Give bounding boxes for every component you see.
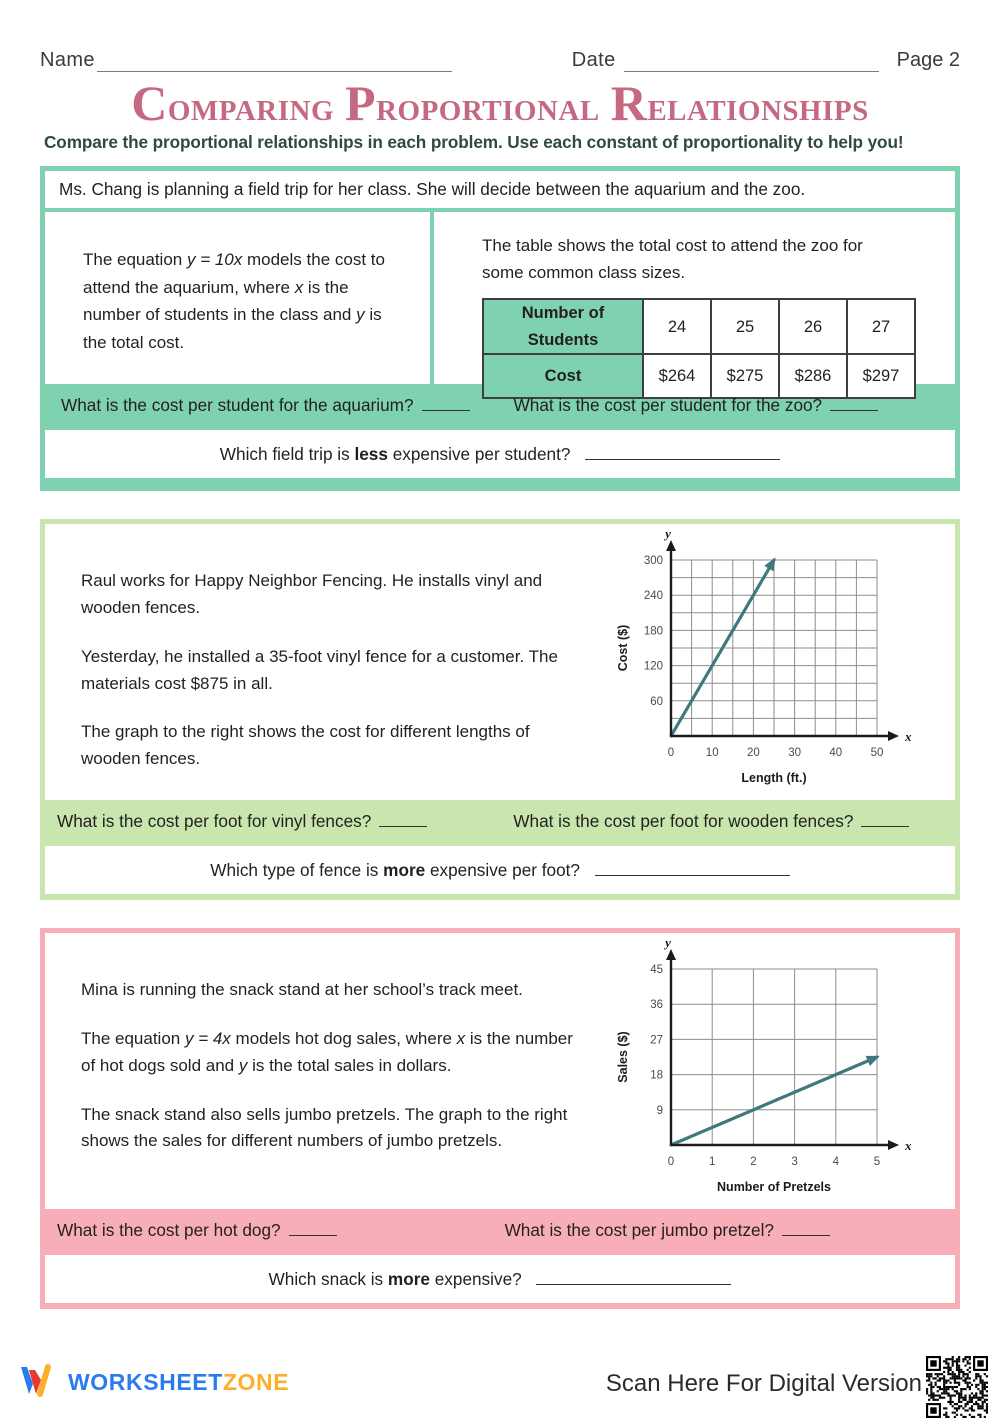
problem-1-left-text-a: The equation	[83, 250, 187, 269]
problem-2-question-left-text: What is the cost per foot for vinyl fences?	[57, 810, 372, 831]
svg-text:4: 4	[832, 1156, 840, 1168]
problem-1-intro-box	[45, 171, 955, 208]
problem-1-intro: Ms. Chang is planning a field trip for her class. She will decide between the aquarium and the zoo.	[59, 179, 806, 199]
svg-text:y: y	[665, 935, 671, 950]
problem-3-question-right	[505, 1220, 830, 1241]
scan-instruction: Scan Here For Digital Version	[605, 1370, 922, 1397]
table-cell-cost-1: $275	[711, 354, 779, 398]
worksheet-zone-logo[interactable]	[18, 1364, 289, 1400]
table-cell-cost-0: $264	[643, 354, 711, 398]
svg-text:60: 60	[650, 695, 663, 708]
logo-text-secondary: ZONE	[222, 1368, 290, 1395]
svg-text:300: 300	[643, 555, 663, 567]
problem-2-question-right-text: What is the cost per foot for wooden fences?	[513, 810, 854, 831]
logo-text	[68, 1369, 289, 1396]
svg-text:5: 5	[873, 1156, 881, 1168]
svg-text:45: 45	[650, 964, 663, 976]
problem-2-paragraph-2: Yesterday, he installed a 35-foot vinyl fence for a customer. The materials cost $875 in all.	[81, 646, 558, 693]
pretzel-sales-graph	[613, 935, 912, 1206]
logo-text-primary: WORKSHEET	[68, 1368, 223, 1395]
table-cell-students-1: 25	[711, 299, 779, 354]
problem-2-final-text-a: Which type of fence is	[210, 859, 384, 880]
table-cell-students-3: 27	[847, 299, 915, 354]
svg-text:120: 120	[643, 660, 663, 673]
problem-3-p2-text-b: models hot dog sales, where	[230, 1028, 457, 1048]
problem-1-var-x: x	[294, 277, 304, 297]
problem-2-answer-blank-wooden[interactable]	[861, 813, 909, 827]
problem-2-paragraph-3: The graph to the right shows the cost for different lengths of wooden fences.	[81, 722, 530, 769]
table-cell-cost-2: $286	[779, 354, 847, 398]
page-instructions: Compare the proportional relationships in each problem. Use each constant of proportionality to help you!	[44, 132, 904, 152]
problem-3-answer-blank-hotdog[interactable]	[289, 1222, 337, 1236]
svg-text:3: 3	[791, 1156, 798, 1168]
problem-1-left-text-d: is the total cost.	[83, 305, 382, 352]
problem-3-var-y: y	[238, 1055, 248, 1075]
problem-2-final-answer-blank[interactable]	[595, 862, 790, 876]
svg-text:30: 30	[788, 747, 801, 759]
svg-text:0: 0	[667, 747, 675, 759]
zoo-cost-table	[482, 298, 916, 399]
problem-1-left-text-b: models the cost to attend the aquarium, where	[83, 250, 385, 297]
svg-text:0: 0	[667, 1156, 675, 1168]
svg-text:Number of Pretzels: Number of Pretzels	[717, 1180, 831, 1194]
problem-2-final-question-row	[45, 846, 955, 894]
problem-3-final-question	[269, 1269, 732, 1290]
problem-2-answer-blank-vinyl[interactable]	[379, 813, 427, 827]
problem-1-final-text-b: expensive per student?	[387, 443, 571, 464]
table-row	[483, 299, 915, 354]
problem-3	[40, 928, 960, 1309]
problem-2-final-text-b: expensive per foot?	[425, 859, 580, 880]
problem-1-var-y: y	[356, 305, 365, 325]
problem-3-final-question-row	[45, 1255, 955, 1303]
svg-text:Cost ($): Cost ($)	[616, 624, 630, 672]
problem-1-table-caption: The table shows the total cost to attend the zoo for some common class sizes.	[482, 236, 863, 283]
problem-1-left-text-c: is the number of students in the class and	[83, 277, 357, 325]
problem-2-text-panel	[45, 524, 605, 800]
problem-2	[40, 519, 960, 900]
page-title-text: Comparing Proportional Relationships	[131, 75, 869, 131]
problem-1-equation: y = 10x	[186, 250, 243, 269]
problem-1-final-text-a: Which field trip is	[219, 443, 355, 464]
problem-3-body	[45, 933, 955, 1209]
page-footer	[0, 1348, 1000, 1414]
problem-1-left-panel	[45, 212, 430, 384]
problem-2-question-right	[513, 811, 909, 832]
problem-3-question-row	[45, 1209, 955, 1251]
table-cell-students-0: 24	[643, 299, 711, 354]
svg-text:27: 27	[650, 1034, 663, 1047]
problem-2-question-row	[45, 800, 955, 842]
problem-3-p2-text-a: The equation	[81, 1028, 185, 1048]
problem-1-final-question	[220, 444, 780, 465]
problem-3-final-text-a: Which snack is	[268, 1268, 388, 1289]
svg-text:240: 240	[643, 590, 663, 603]
problem-1-body	[45, 212, 955, 384]
svg-text:Sales ($): Sales ($)	[616, 1031, 630, 1083]
problem-2-final-emphasis: more	[383, 859, 426, 880]
svg-text:y: y	[665, 526, 671, 541]
logo-w-icon	[18, 1364, 58, 1400]
svg-text:Length (ft.): Length (ft.)	[741, 771, 807, 785]
table-row-header-students: Number of Students	[483, 299, 643, 354]
qr-code[interactable]	[926, 1356, 994, 1420]
svg-text:9: 9	[656, 1104, 663, 1117]
svg-text:50: 50	[870, 747, 884, 759]
svg-text:10: 10	[705, 747, 719, 759]
problem-1-question-right-text: What is the cost per student for the zoo?	[513, 394, 823, 415]
problem-1-question-left	[61, 395, 470, 416]
table-row	[483, 354, 915, 398]
svg-text:20: 20	[747, 747, 760, 759]
problem-1-right-panel	[434, 212, 955, 384]
problem-3-text-panel	[45, 933, 605, 1209]
problem-1-answer-blank-zoo[interactable]	[830, 397, 878, 411]
problem-2-final-question	[210, 860, 790, 881]
name-write-line[interactable]	[97, 57, 452, 72]
problem-2-graph-panel	[605, 524, 955, 800]
problem-3-equation: y = 4x	[184, 1028, 231, 1048]
problem-1-answer-blank-aquarium[interactable]	[422, 397, 470, 411]
svg-text:36: 36	[650, 999, 663, 1012]
fence-cost-graph-svg	[613, 526, 912, 792]
problem-3-paragraph-3: The snack stand also sells jumbo pretzels. The graph to the right shows the sales for different numbers of jumbo pretzels.	[81, 1104, 568, 1151]
problem-3-graph-panel	[605, 933, 955, 1209]
problem-3-p2-text-d: is the total sales in dollars.	[247, 1055, 452, 1075]
problem-3-paragraph-1: Mina is running the snack stand at her school’s track meet.	[81, 980, 523, 999]
name-date-bar	[40, 42, 960, 72]
problem-3-final-answer-blank[interactable]	[536, 1271, 731, 1285]
table-cell-cost-3: $297	[847, 354, 915, 398]
problem-2-paragraph-1: Raul works for Happy Neighbor Fencing. He installs vinyl and wooden fences.	[81, 571, 543, 617]
fence-cost-graph	[613, 526, 912, 797]
problem-2-body	[45, 524, 955, 800]
problem-3-p2-text-c: is the number of hot dogs sold and	[81, 1028, 573, 1075]
qr-code-icon	[926, 1356, 988, 1418]
problem-1-question-right	[514, 395, 879, 416]
table-row-header-cost: Cost	[483, 354, 643, 398]
problem-3-final-emphasis: more	[387, 1268, 430, 1289]
problem-3-question-left-text: What is the cost per hot dog?	[57, 1219, 281, 1240]
problem-1	[40, 166, 960, 491]
problem-1-final-answer-blank[interactable]	[585, 446, 780, 460]
svg-text:180: 180	[643, 625, 663, 638]
date-label: Date	[571, 49, 616, 71]
page-number: Page 2	[896, 49, 960, 71]
svg-text:1: 1	[708, 1156, 716, 1168]
svg-text:18: 18	[650, 1069, 663, 1082]
problem-3-paragraph-2	[81, 1026, 585, 1080]
svg-text:x: x	[905, 1138, 912, 1153]
problem-3-final-text-b: expensive?	[429, 1268, 522, 1289]
problem-1-final-emphasis: less	[354, 443, 388, 464]
problem-1-final-question-row	[45, 430, 955, 478]
problem-3-question-right-text: What is the cost per jumbo pretzel?	[504, 1219, 774, 1240]
problem-1-question-left-text: What is the cost per student for the aquarium?	[61, 394, 414, 415]
problem-3-answer-blank-pretzel[interactable]	[782, 1222, 830, 1236]
svg-text:40: 40	[829, 747, 843, 759]
problem-2-question-left	[57, 811, 427, 832]
name-label: Name	[40, 49, 95, 71]
problem-3-question-left	[57, 1220, 337, 1241]
date-write-line[interactable]	[624, 57, 879, 72]
table-cell-students-2: 26	[779, 299, 847, 354]
problem-3-var-x: x	[456, 1028, 466, 1048]
svg-text:2: 2	[750, 1156, 757, 1168]
svg-text:x: x	[905, 729, 912, 744]
pretzel-sales-graph-svg	[613, 935, 912, 1201]
page-title	[0, 75, 1000, 131]
